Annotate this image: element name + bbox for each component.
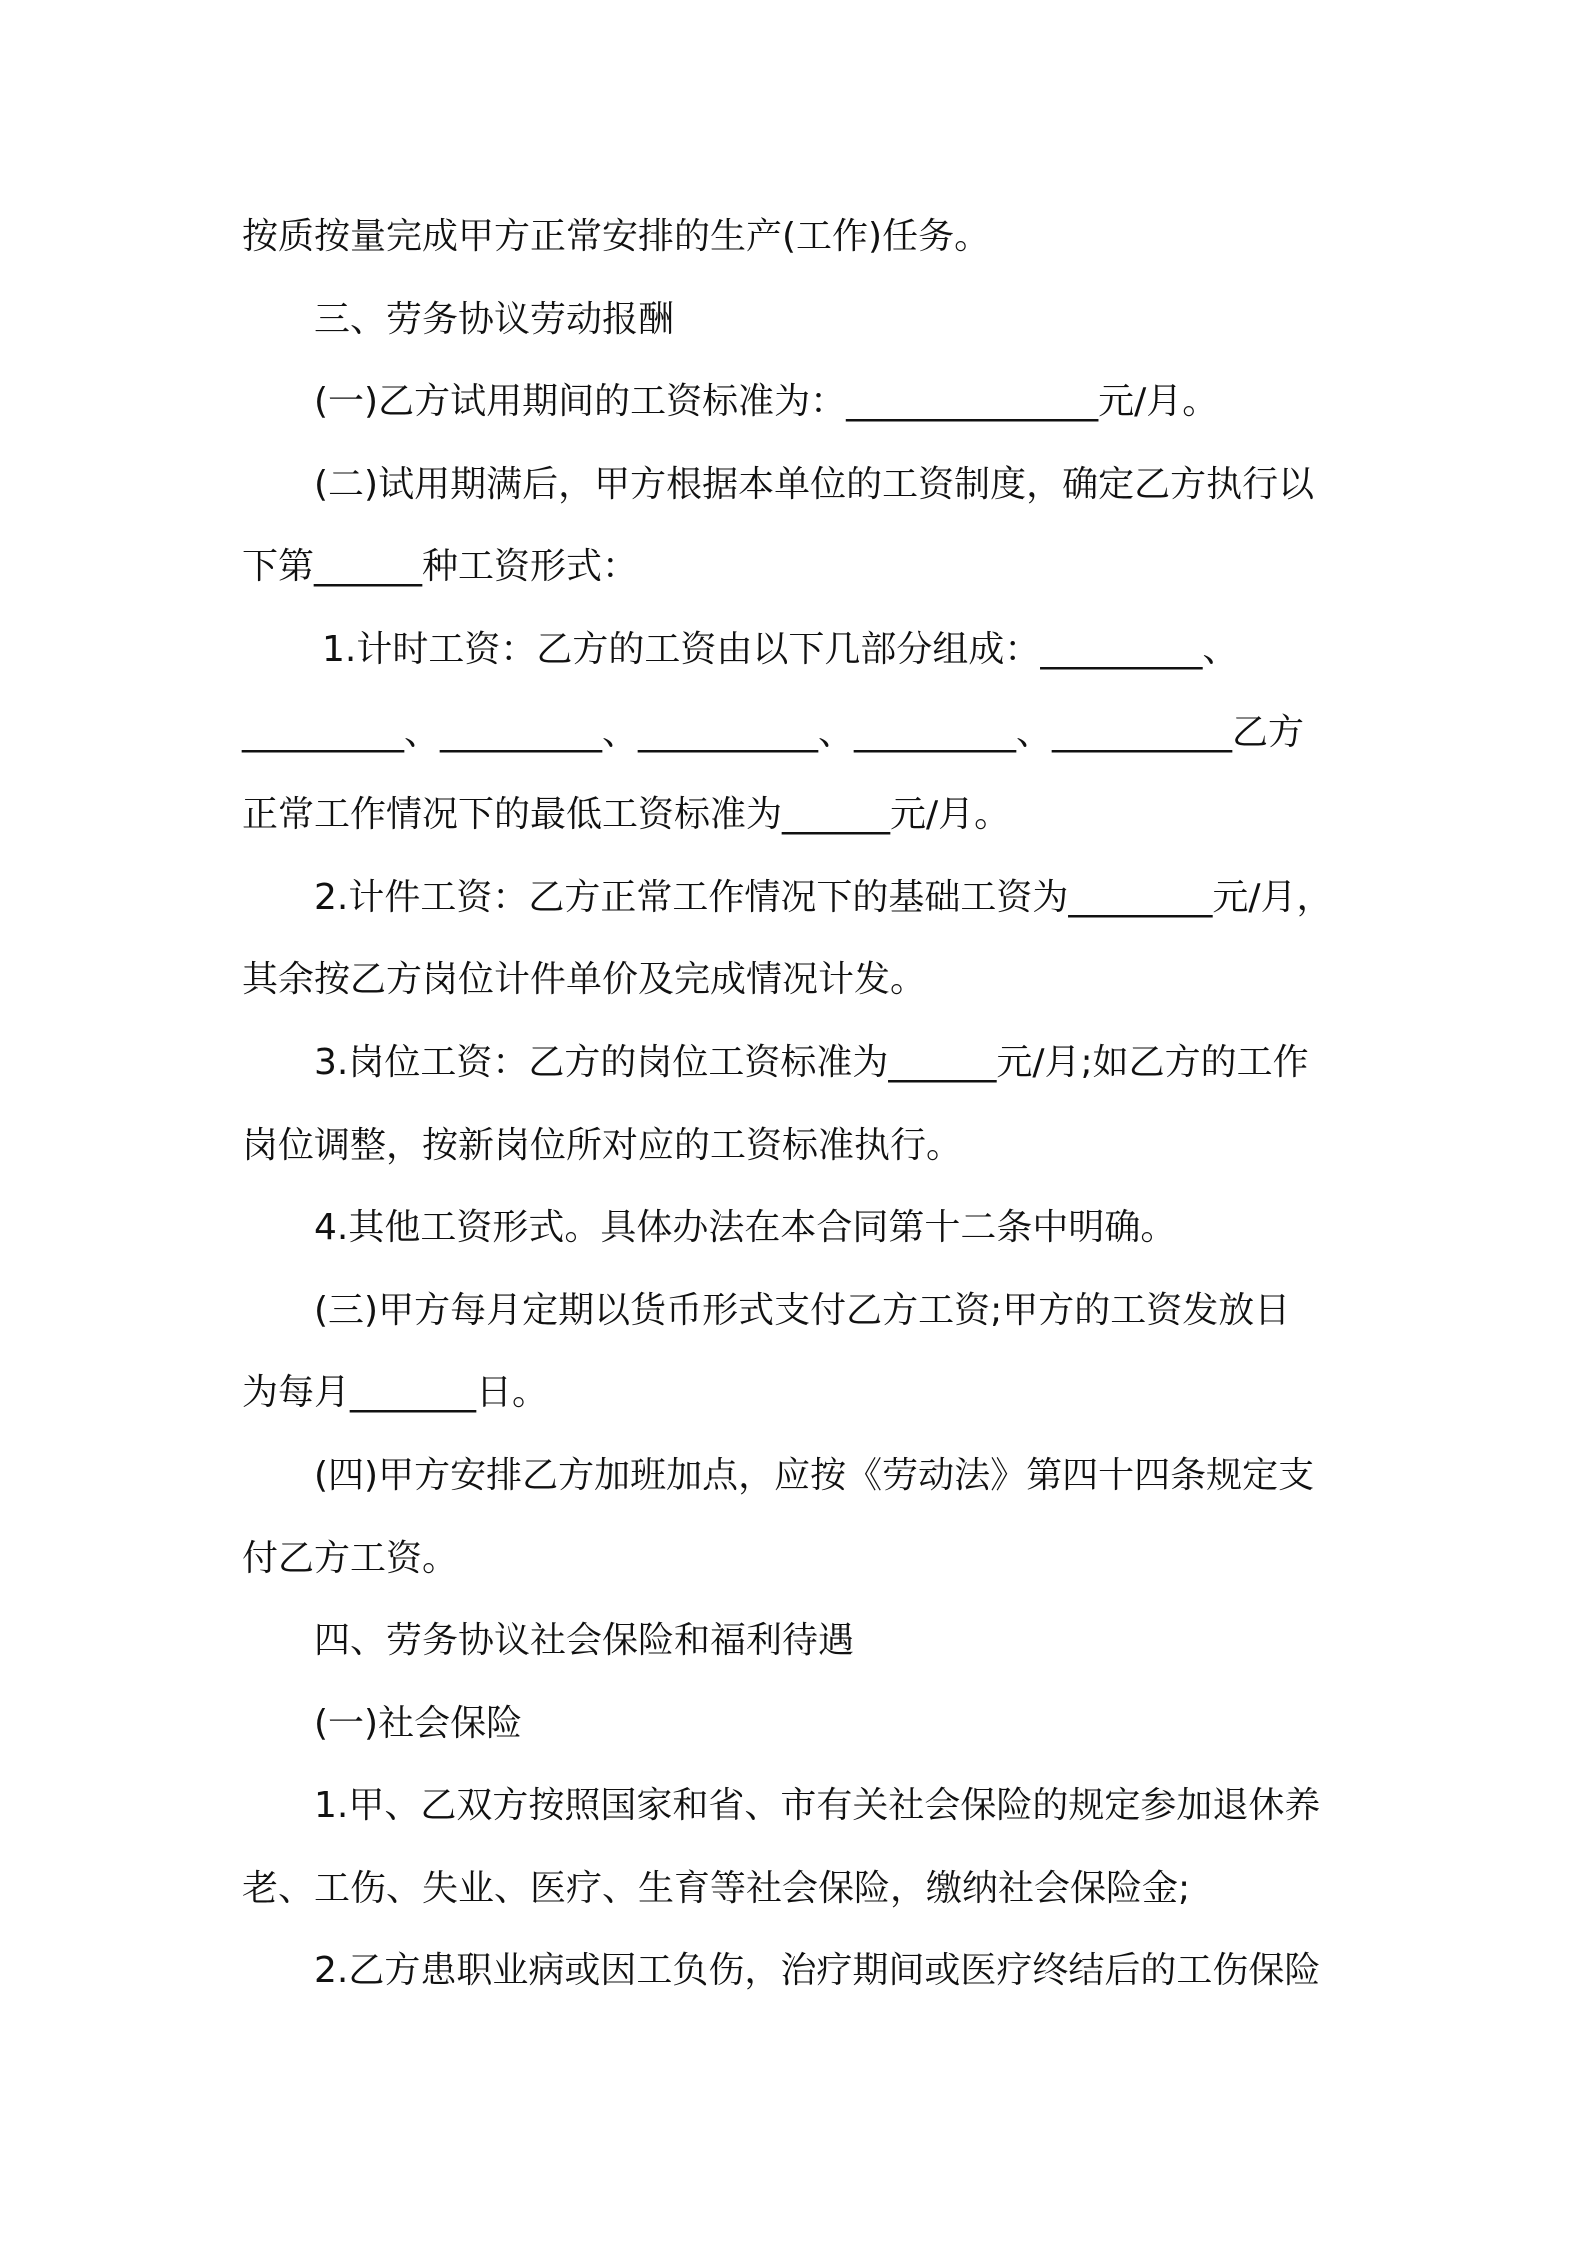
paragraph-line: _________、_________、__________、_________、__________乙方	[242, 711, 1304, 753]
paragraph-line: 1.计时工资：乙方的工资由以下几部分组成：_________、	[322, 628, 1239, 670]
subsection-heading: (一)社会保险	[314, 1702, 523, 1744]
paragraph-line: (三)甲方每月定期以货币形式支付乙方工资;甲方的工资发放日	[314, 1289, 1291, 1331]
paragraph-line: 4.其他工资形式。具体办法在本合同第十二条中明确。	[314, 1207, 1177, 1249]
paragraph-line: 付乙方工资。	[242, 1537, 459, 1579]
section-heading: 四、劳务协议社会保险和福利待遇	[314, 1620, 855, 1662]
paragraph-line: 为每月_______日。	[242, 1372, 549, 1414]
paragraph-line: 岗位调整，按新岗位所对应的工资标准执行。	[242, 1124, 963, 1166]
paragraph-line: 下第______种工资形式：	[242, 546, 639, 588]
paragraph-line: 2.乙方患职业病或因工负伤，治疗期间或医疗终结后的工伤保险	[314, 1950, 1321, 1992]
paragraph-line: (四)甲方安排乙方加班加点，应按《劳动法》第四十四条规定支	[314, 1454, 1315, 1496]
document-body	[242, 196, 1358, 2013]
paragraph-line: 1.甲、乙双方按照国家和省、市有关社会保险的规定参加退休养	[314, 1785, 1321, 1827]
paragraph-line: (一)乙方试用期间的工资标准为：______________元/月。	[314, 381, 1219, 423]
paragraph-line: 正常工作情况下的最低工资标准为______元/月。	[242, 794, 1011, 836]
section-heading: 三、劳务协议劳动报酬	[314, 298, 675, 340]
paragraph-line: 2.计件工资：乙方正常工作情况下的基础工资为________元/月，	[314, 876, 1333, 918]
paragraph-line: 其余按乙方岗位计件单价及完成情况计发。	[242, 959, 927, 1001]
paragraph-line: 老、工伤、失业、医疗、生育等社会保险，缴纳社会保险金;	[242, 1867, 1191, 1909]
paragraph-line: 3.岗位工资：乙方的岗位工资标准为______元/月;如乙方的工作	[314, 1041, 1309, 1083]
paragraph-line: 按质按量完成甲方正常安排的生产(工作)任务。	[242, 216, 991, 257]
paragraph-line: (二)试用期满后，甲方根据本单位的工资制度，确定乙方执行以	[314, 463, 1315, 505]
